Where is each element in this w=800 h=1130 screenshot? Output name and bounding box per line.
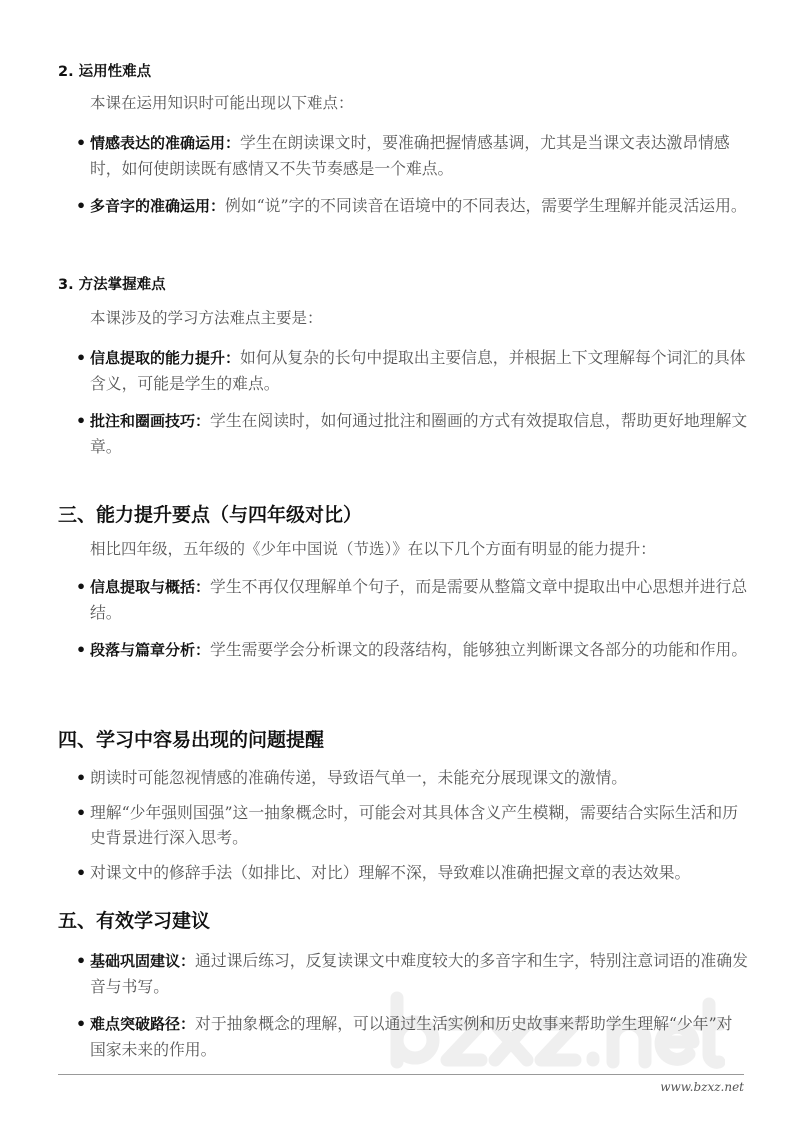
section-heading: 四、学习中容易出现的问题提醒 bbox=[58, 729, 325, 751]
list-item bbox=[58, 765, 748, 790]
item-label: 批注和圈画技巧： bbox=[90, 412, 211, 430]
item-label: 多音字的准确运用： bbox=[90, 197, 226, 215]
bullet-icon: • bbox=[76, 863, 87, 882]
part-5 bbox=[58, 908, 748, 1062]
part-3 bbox=[58, 502, 748, 727]
section-title: 2. 运用性难点 bbox=[58, 64, 152, 80]
bullet-icon: • bbox=[76, 196, 87, 215]
item-text: 对于抽象概念的理解，可以通过生活实例和历史故事来帮助学生理解“少年”对国家未来的作用。 bbox=[90, 1014, 733, 1059]
list-item bbox=[58, 1011, 748, 1062]
item-text: 如何从复杂的长句中提取出主要信息，并根据上下文理解每个词汇的具体含义，可能是学生的难点。 bbox=[90, 348, 746, 393]
bullet-icon: • bbox=[76, 640, 87, 659]
item-label: 信息提取的能力提升： bbox=[90, 349, 241, 367]
item-label: 信息提取与概括： bbox=[90, 578, 211, 596]
section-intro: 本课涉及的学习方法难点主要是： bbox=[90, 309, 323, 327]
list-item bbox=[58, 637, 748, 663]
item-text: 对课文中的修辞手法（如排比、对比）理解不深，导致难以准确把握文章的表达效果。 bbox=[90, 863, 691, 882]
bullet-icon: • bbox=[76, 1014, 87, 1033]
section-2 bbox=[58, 62, 748, 275]
section-title: 3. 方法掌握难点 bbox=[58, 277, 166, 293]
item-text: 学生在阅读时，如何通过批注和圈画的方式有效提取信息，帮助更好地理解文章。 bbox=[90, 411, 748, 456]
item-text: 学生在朗读课文时，要准确把握情感基调，尤其是当课文表达激昂情感时，如何使朗读既有感情又不失节奏感是一个难点。 bbox=[90, 133, 730, 178]
bullet-icon: • bbox=[76, 411, 87, 430]
section-heading: 三、能力提升要点（与四年级对比） bbox=[58, 504, 363, 526]
footer-divider bbox=[58, 1074, 744, 1075]
bullet-icon: • bbox=[76, 133, 87, 152]
section-heading: 五、有效学习建议 bbox=[58, 910, 211, 932]
bullet-icon: • bbox=[76, 768, 87, 787]
item-label: 难点突破路径： bbox=[90, 1015, 196, 1033]
item-text: 朗读时可能忽视情感的准确传递，导致语气单一，未能充分展现课文的激情。 bbox=[90, 768, 628, 787]
section-intro: 相比四年级，五年级的《少年中国说（节选）》在以下几个方面有明显的能力提升： bbox=[90, 540, 656, 558]
item-label: 段落与篇章分析： bbox=[90, 641, 211, 659]
item-text: 理解“少年强则国强”这一抽象概念时，可能会对其具体含义产生模糊，需要结合实际生活和历史背景进行深入思考。 bbox=[90, 803, 739, 847]
item-text: 通过课后练习，反复读课文中难度较大的多音字和生字，特别注意词语的准确发音与书写。 bbox=[90, 951, 748, 996]
footer-url: www.bzxz.net bbox=[660, 1080, 744, 1094]
bullet-icon: • bbox=[76, 348, 87, 367]
list-item bbox=[58, 193, 748, 219]
item-text: 例如“说”字的不同读音在语境中的不同表达，需要学生理解并能灵活运用。 bbox=[225, 196, 747, 215]
list-item bbox=[58, 800, 748, 850]
item-label: 基础巩固建议： bbox=[90, 952, 196, 970]
bullet-icon: • bbox=[76, 951, 87, 970]
part-4 bbox=[58, 727, 748, 908]
item-label: 情感表达的准确运用： bbox=[90, 134, 241, 152]
item-text: 学生不再仅仅理解单个句子，而是需要从整篇文章中提取出中心思想并进行总结。 bbox=[90, 577, 748, 622]
bullet-icon: • bbox=[76, 577, 87, 596]
section-3 bbox=[58, 275, 748, 502]
list-item bbox=[58, 408, 748, 459]
bullet-icon: • bbox=[76, 803, 87, 822]
list-item bbox=[58, 948, 748, 999]
section-intro: 本课在运用知识时可能出现以下难点： bbox=[90, 94, 354, 112]
list-item bbox=[58, 345, 748, 396]
list-item bbox=[58, 130, 748, 181]
list-item bbox=[58, 574, 748, 625]
item-text: 学生需要学会分析课文的段落结构，能够独立判断课文各部分的功能和作用。 bbox=[210, 640, 748, 659]
list-item bbox=[58, 860, 748, 885]
